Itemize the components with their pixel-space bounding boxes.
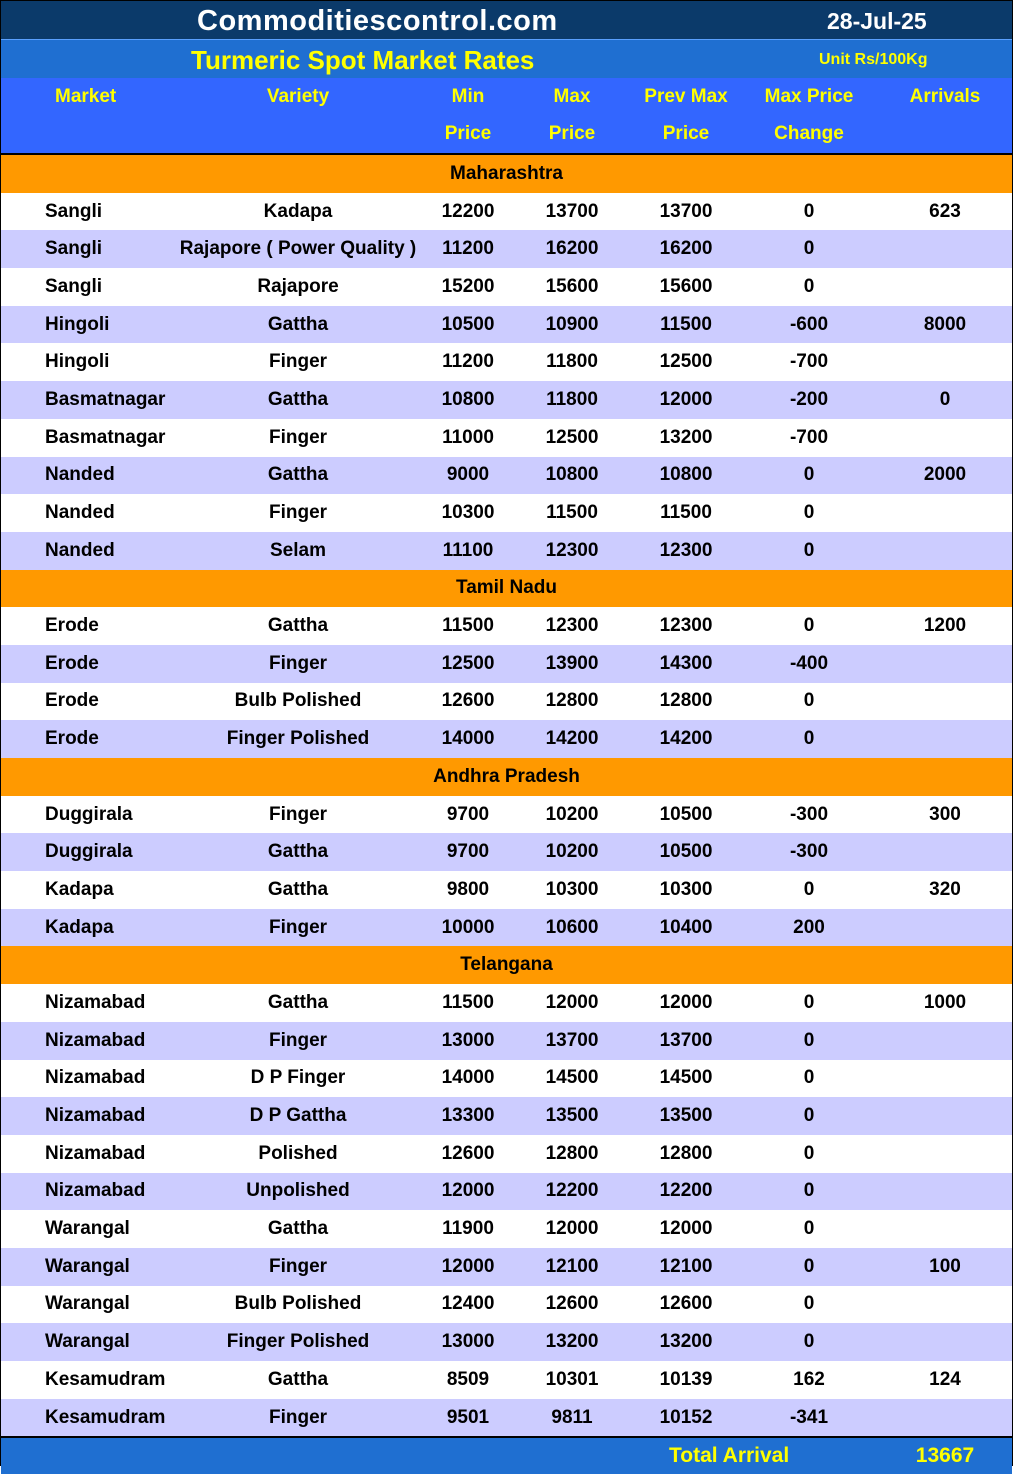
market-cell: Nizamabad xyxy=(45,1142,146,1164)
table-row xyxy=(1,909,1012,947)
max-price-cell: 13700 xyxy=(545,200,599,222)
prev-max-price-cell: 12300 xyxy=(659,615,713,637)
section-name: Maharashtra xyxy=(450,162,563,184)
prev-max-price-cell: 10500 xyxy=(659,803,713,825)
table-row xyxy=(1,833,1012,871)
max-price-cell: 12800 xyxy=(545,690,599,712)
prev-max-price-cell: 12000 xyxy=(659,991,713,1013)
max-price-change-cell: -341 xyxy=(789,1406,829,1428)
header-prev-max-price: Price xyxy=(662,123,710,145)
prev-max-price-cell: 16200 xyxy=(659,238,713,260)
max-price-cell: 12200 xyxy=(545,1180,599,1202)
arrivals-cell xyxy=(885,645,1005,683)
variety-cell: Gattha xyxy=(267,313,329,335)
table-row xyxy=(1,343,1012,381)
max-price-cell: 10300 xyxy=(545,878,599,900)
arrivals-cell xyxy=(885,909,1005,947)
market-cell: Sangli xyxy=(45,275,103,297)
table-row xyxy=(1,1135,1012,1173)
arrivals-cell: 8000 xyxy=(923,313,967,335)
min-price-cell: 9700 xyxy=(446,803,490,825)
max-price-change-cell: 0 xyxy=(803,1142,815,1164)
arrivals-cell xyxy=(885,494,1005,532)
variety-cell: D P Gattha xyxy=(249,1105,347,1127)
arrivals-cell: 1000 xyxy=(923,991,967,1013)
prev-max-price-cell: 14300 xyxy=(659,652,713,674)
max-price-change-cell: 0 xyxy=(803,275,815,297)
arrivals-cell xyxy=(885,1022,1005,1060)
arrivals-cell xyxy=(885,1286,1005,1324)
min-price-cell: 14000 xyxy=(441,1067,495,1089)
prev-max-price-cell: 14500 xyxy=(659,1067,713,1089)
prev-max-price-cell: 15600 xyxy=(659,275,713,297)
column-header-row-2 xyxy=(1,116,1012,156)
table-row xyxy=(1,532,1012,570)
arrivals-cell xyxy=(885,1210,1005,1248)
variety-cell: Gattha xyxy=(267,388,329,410)
market-cell: Erode xyxy=(45,690,99,712)
min-price-cell: 12200 xyxy=(441,200,495,222)
market-cell: Erode xyxy=(45,728,99,750)
min-price-cell: 13000 xyxy=(441,1029,495,1051)
max-price-change-cell: 0 xyxy=(803,1067,815,1089)
market-cell: Kadapa xyxy=(45,878,114,900)
table-row xyxy=(1,1173,1012,1211)
table-body xyxy=(1,155,1012,1436)
section-header xyxy=(1,758,1012,796)
min-price-cell: 9000 xyxy=(446,464,490,486)
max-price-cell: 13700 xyxy=(545,1029,599,1051)
max-price-change-cell: -300 xyxy=(789,841,829,863)
max-price-cell: 11500 xyxy=(546,502,598,524)
market-cell: Duggirala xyxy=(45,803,133,825)
header-min: Min xyxy=(451,85,485,107)
arrivals-cell: 300 xyxy=(929,803,961,825)
prev-max-price-cell: 10152 xyxy=(659,1406,713,1428)
max-price-cell: 12500 xyxy=(545,426,599,448)
arrivals-cell xyxy=(885,1135,1005,1173)
min-price-cell: 12000 xyxy=(441,1255,495,1277)
arrivals-cell: 124 xyxy=(929,1368,961,1390)
prev-max-price-cell: 11500 xyxy=(660,313,712,335)
table-row xyxy=(1,1022,1012,1060)
column-header-row-1 xyxy=(1,78,1012,116)
section-header xyxy=(1,570,1012,608)
variety-cell: Finger xyxy=(268,502,328,524)
table-row xyxy=(1,494,1012,532)
min-price-cell: 10500 xyxy=(441,313,495,335)
min-price-cell: 12000 xyxy=(441,1180,495,1202)
market-cell: Warangal xyxy=(45,1255,130,1277)
table-row xyxy=(1,1399,1012,1437)
max-price-change-cell: 0 xyxy=(803,690,815,712)
max-price-cell: 9811 xyxy=(551,1406,593,1428)
arrivals-cell xyxy=(885,1399,1005,1437)
arrivals-cell xyxy=(885,532,1005,570)
prev-max-price-cell: 13700 xyxy=(659,1029,713,1051)
header-max-price-change: Max Price xyxy=(764,85,854,107)
arrivals-cell xyxy=(885,419,1005,457)
max-price-change-cell: 0 xyxy=(803,200,815,222)
market-cell: Hingoli xyxy=(45,351,110,373)
prev-max-price-cell: 10500 xyxy=(659,841,713,863)
prev-max-price-cell: 12500 xyxy=(659,351,713,373)
table-row xyxy=(1,457,1012,495)
market-cell: Hingoli xyxy=(45,313,110,335)
max-price-change-cell: 0 xyxy=(803,1255,815,1277)
table-row xyxy=(1,268,1012,306)
table-row xyxy=(1,796,1012,834)
table-row xyxy=(1,230,1012,268)
min-price-cell: 12400 xyxy=(441,1293,495,1315)
market-cell: Nizamabad xyxy=(45,1067,146,1089)
min-price-cell: 9800 xyxy=(446,878,490,900)
max-price-cell: 12600 xyxy=(545,1293,599,1315)
max-price-change-cell: 0 xyxy=(803,878,815,900)
max-price-cell: 14200 xyxy=(545,728,599,750)
arrivals-cell xyxy=(885,268,1005,306)
section-name: Andhra Pradesh xyxy=(433,765,580,787)
max-price-change-cell: 162 xyxy=(793,1368,825,1390)
max-price-cell: 10200 xyxy=(545,803,599,825)
variety-cell: Gattha xyxy=(267,991,329,1013)
max-price-cell: 12300 xyxy=(545,615,599,637)
min-price-cell: 10000 xyxy=(441,916,495,938)
section-name: Telangana xyxy=(460,954,553,976)
variety-cell: Finger Polished xyxy=(226,728,370,750)
max-price-cell: 16200 xyxy=(545,238,599,260)
table-row xyxy=(1,306,1012,344)
variety-cell: Finger Polished xyxy=(226,1331,370,1353)
max-price-cell: 13500 xyxy=(545,1105,599,1127)
max-price-change-cell: 0 xyxy=(803,1105,815,1127)
arrivals-cell xyxy=(885,1060,1005,1098)
table-row xyxy=(1,1323,1012,1361)
min-price-cell: 13300 xyxy=(441,1105,495,1127)
table-row xyxy=(1,419,1012,457)
min-price-cell: 15200 xyxy=(441,275,495,297)
section-header xyxy=(1,155,1012,193)
max-price-cell: 12300 xyxy=(545,539,599,561)
min-price-cell: 11500 xyxy=(442,615,494,637)
header-max: Max xyxy=(553,85,591,107)
market-cell: Nizamabad xyxy=(45,1180,146,1202)
arrivals-cell xyxy=(885,1173,1005,1211)
header-max-price: Price xyxy=(548,123,596,145)
market-cell: Nanded xyxy=(45,539,115,561)
market-cell: Erode xyxy=(45,652,99,674)
max-price-cell: 12000 xyxy=(545,991,599,1013)
market-cell: Warangal xyxy=(45,1293,130,1315)
arrivals-cell xyxy=(885,343,1005,381)
prev-max-price-cell: 10139 xyxy=(659,1368,713,1390)
variety-cell: Finger xyxy=(268,652,328,674)
arrivals-cell xyxy=(885,720,1005,758)
arrivals-cell xyxy=(885,683,1005,721)
max-price-cell: 13900 xyxy=(545,652,599,674)
arrivals-cell xyxy=(885,230,1005,268)
variety-cell: Finger xyxy=(268,426,328,448)
min-price-cell: 12500 xyxy=(441,652,495,674)
table-row xyxy=(1,193,1012,231)
min-price-cell: 11500 xyxy=(442,991,494,1013)
prev-max-price-cell: 12000 xyxy=(659,1218,713,1240)
prev-max-price-cell: 12800 xyxy=(659,1142,713,1164)
max-price-cell: 10800 xyxy=(545,464,599,486)
min-price-cell: 10800 xyxy=(441,388,495,410)
variety-cell: Gattha xyxy=(267,1368,329,1390)
max-price-change-cell: 200 xyxy=(793,916,825,938)
variety-cell: Bulb Polished xyxy=(234,1293,362,1315)
market-cell: Warangal xyxy=(45,1218,130,1240)
table-row xyxy=(1,984,1012,1022)
max-price-cell: 10301 xyxy=(545,1368,599,1390)
header-min-price: Price xyxy=(444,123,492,145)
max-price-cell: 11800 xyxy=(546,388,598,410)
market-cell: Duggirala xyxy=(45,841,133,863)
variety-cell: Rajapore xyxy=(257,275,339,297)
market-cell: Nizamabad xyxy=(45,991,146,1013)
table-row xyxy=(1,607,1012,645)
min-price-cell: 11900 xyxy=(442,1218,494,1240)
report-title: Turmeric Spot Market Rates xyxy=(191,45,535,75)
min-price-cell: 8509 xyxy=(446,1368,490,1390)
min-price-cell: 13000 xyxy=(441,1331,495,1353)
max-price-change-cell: 0 xyxy=(803,1331,815,1353)
subtitle-bar xyxy=(1,39,1012,78)
min-price-cell: 11000 xyxy=(442,426,494,448)
section-name: Tamil Nadu xyxy=(456,577,557,599)
prev-max-price-cell: 10800 xyxy=(659,464,713,486)
arrivals-cell: 0 xyxy=(939,388,951,410)
max-price-change-cell: 0 xyxy=(803,464,815,486)
table-row xyxy=(1,871,1012,909)
variety-cell: Finger xyxy=(268,803,328,825)
max-price-cell: 15600 xyxy=(545,275,599,297)
min-price-cell: 9700 xyxy=(446,841,490,863)
market-cell: Nanded xyxy=(45,502,115,524)
max-price-change-cell: 0 xyxy=(803,502,815,524)
max-price-cell: 10200 xyxy=(545,841,599,863)
market-cell: Nizamabad xyxy=(45,1105,146,1127)
prev-max-price-cell: 13700 xyxy=(659,200,713,222)
header-prev-max: Prev Max xyxy=(644,85,728,107)
variety-cell: Bulb Polished xyxy=(234,690,362,712)
table-row xyxy=(1,720,1012,758)
max-price-cell: 12800 xyxy=(545,1142,599,1164)
max-price-change-cell: 0 xyxy=(803,238,815,260)
variety-cell: Rajapore ( Power Quality ) xyxy=(179,238,417,260)
prev-max-price-cell: 11500 xyxy=(660,502,712,524)
max-price-change-cell: 0 xyxy=(803,1180,815,1202)
min-price-cell: 11100 xyxy=(442,539,494,561)
max-price-change-cell: 0 xyxy=(803,1029,815,1051)
variety-cell: D P Finger xyxy=(250,1067,346,1089)
table-row xyxy=(1,683,1012,721)
market-cell: Basmatnagar xyxy=(45,388,166,410)
market-cell: Nanded xyxy=(45,464,115,486)
market-cell: Warangal xyxy=(45,1331,130,1353)
table-row xyxy=(1,1210,1012,1248)
section-header xyxy=(1,946,1012,984)
max-price-cell: 14500 xyxy=(545,1067,599,1089)
min-price-cell: 11200 xyxy=(442,351,494,373)
prev-max-price-cell: 12300 xyxy=(659,539,713,561)
max-price-change-cell: -400 xyxy=(789,652,829,674)
market-cell: Nizamabad xyxy=(45,1029,146,1051)
max-price-change-cell: -700 xyxy=(789,426,829,448)
prev-max-price-cell: 10400 xyxy=(659,916,713,938)
variety-cell: Gattha xyxy=(267,841,329,863)
table-row xyxy=(1,1361,1012,1399)
max-price-change-cell: 0 xyxy=(803,728,815,750)
min-price-cell: 14000 xyxy=(441,728,495,750)
max-price-cell: 11800 xyxy=(546,351,598,373)
arrivals-cell: 623 xyxy=(929,200,961,222)
prev-max-price-cell: 12600 xyxy=(659,1293,713,1315)
max-price-change-cell: -200 xyxy=(789,388,829,410)
prev-max-price-cell: 12200 xyxy=(659,1180,713,1202)
total-arrival-value: 13667 xyxy=(915,1444,975,1468)
max-price-change-cell: -600 xyxy=(789,313,829,335)
max-price-change-cell: 0 xyxy=(803,1218,815,1240)
arrivals-cell: 320 xyxy=(929,878,961,900)
prev-max-price-cell: 12100 xyxy=(659,1255,713,1277)
market-cell: Kesamudram xyxy=(45,1406,166,1428)
arrivals-cell xyxy=(885,1323,1005,1361)
arrivals-cell: 1200 xyxy=(923,615,967,637)
prev-max-price-cell: 13200 xyxy=(659,1331,713,1353)
market-cell: Basmatnagar xyxy=(45,426,166,448)
header-arrivals: Arrivals xyxy=(909,85,981,107)
table-row xyxy=(1,1097,1012,1135)
table-row xyxy=(1,1060,1012,1098)
max-price-cell: 12100 xyxy=(545,1255,599,1277)
market-cell: Kadapa xyxy=(45,916,114,938)
min-price-cell: 12600 xyxy=(441,1142,495,1164)
variety-cell: Gattha xyxy=(267,878,329,900)
report-date: 28-Jul-25 xyxy=(827,8,927,34)
table-row xyxy=(1,381,1012,419)
header-market: Market xyxy=(55,85,117,107)
variety-cell: Finger xyxy=(268,1255,328,1277)
arrivals-cell xyxy=(885,1097,1005,1135)
market-cell: Sangli xyxy=(45,200,103,222)
table-row xyxy=(1,1286,1012,1324)
max-price-cell: 12000 xyxy=(545,1218,599,1240)
variety-cell: Gattha xyxy=(267,1218,329,1240)
site-name: Commoditiescontrol.com xyxy=(197,5,558,37)
market-cell: Kesamudram xyxy=(45,1368,166,1390)
max-price-change-cell: -700 xyxy=(789,351,829,373)
market-cell: Sangli xyxy=(45,238,103,260)
variety-cell: Finger xyxy=(268,351,328,373)
variety-cell: Finger xyxy=(268,1406,328,1428)
variety-cell: Polished xyxy=(258,1142,338,1164)
prev-max-price-cell: 14200 xyxy=(659,728,713,750)
max-price-cell: 10900 xyxy=(545,313,599,335)
prev-max-price-cell: 10300 xyxy=(659,878,713,900)
total-arrival-label: Total Arrival xyxy=(669,1444,790,1468)
market-cell: Erode xyxy=(45,615,99,637)
prev-max-price-cell: 12800 xyxy=(659,690,713,712)
max-price-change-cell: 0 xyxy=(803,991,815,1013)
arrivals-cell: 100 xyxy=(929,1255,961,1277)
max-price-cell: 13200 xyxy=(545,1331,599,1353)
max-price-change-cell: -300 xyxy=(789,803,829,825)
arrivals-cell xyxy=(885,833,1005,871)
prev-max-price-cell: 13200 xyxy=(659,426,713,448)
arrivals-cell: 2000 xyxy=(923,464,967,486)
table-row xyxy=(1,1248,1012,1286)
max-price-cell: 10600 xyxy=(545,916,599,938)
variety-cell: Unpolished xyxy=(246,1180,350,1202)
min-price-cell: 9501 xyxy=(446,1406,490,1428)
header-change: Change xyxy=(774,123,844,145)
unit-label: Unit Rs/100Kg xyxy=(819,51,928,68)
max-price-change-cell: 0 xyxy=(803,615,815,637)
variety-cell: Finger xyxy=(268,1029,328,1051)
total-row xyxy=(1,1436,1012,1474)
variety-cell: Finger xyxy=(268,916,328,938)
prev-max-price-cell: 13500 xyxy=(659,1105,713,1127)
variety-cell: Kadapa xyxy=(263,200,333,222)
variety-cell: Gattha xyxy=(267,464,329,486)
prev-max-price-cell: 12000 xyxy=(659,388,713,410)
max-price-change-cell: 0 xyxy=(803,1293,815,1315)
variety-cell: Gattha xyxy=(267,615,329,637)
table-row xyxy=(1,645,1012,683)
min-price-cell: 11200 xyxy=(442,238,494,260)
min-price-cell: 10300 xyxy=(441,502,495,524)
min-price-cell: 12600 xyxy=(441,690,495,712)
title-bar xyxy=(1,1,1012,39)
header-variety: Variety xyxy=(266,85,330,107)
variety-cell: Selam xyxy=(270,539,326,561)
max-price-change-cell: 0 xyxy=(803,539,815,561)
